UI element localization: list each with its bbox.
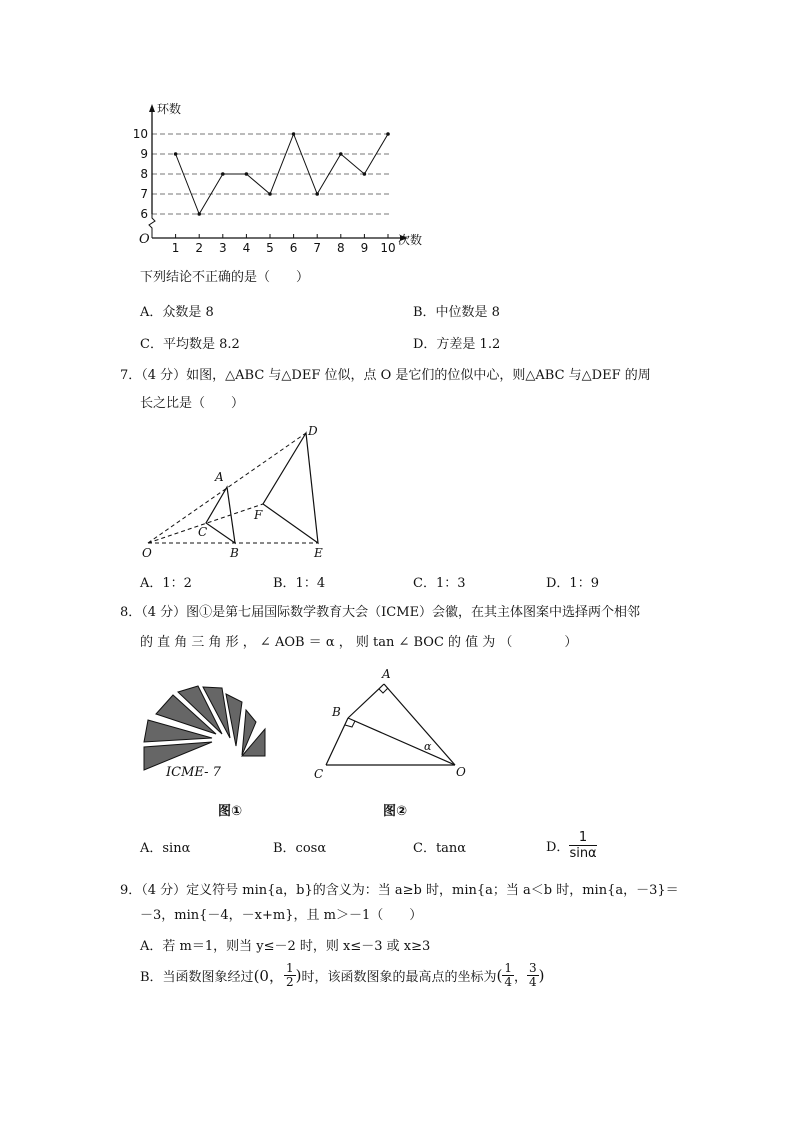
q8-option-d-prefix: D． bbox=[546, 840, 570, 855]
x-axis-label: 次数 bbox=[398, 233, 423, 247]
q9-option-b-mid: 时，该函数图象的最高点的坐标为 bbox=[301, 970, 497, 985]
chart-ticks bbox=[133, 127, 396, 255]
label-b: B bbox=[230, 546, 239, 560]
q6-option-b[interactable]: B．中位数是 8 bbox=[413, 305, 500, 320]
x-tick-label: 1 bbox=[171, 241, 180, 255]
q6-option-d[interactable]: D．方差是 1.2 bbox=[413, 337, 501, 352]
x-tick-label: 3 bbox=[218, 241, 227, 255]
data-point bbox=[315, 192, 319, 196]
fig2-caption: 图② bbox=[383, 804, 408, 819]
q9-point-close: ) bbox=[295, 966, 302, 985]
right-angle-a bbox=[379, 688, 388, 693]
y-axis-break bbox=[149, 214, 155, 238]
q9-ans-fraction-1: $\frac{1}{4}$ bbox=[504, 961, 512, 989]
q9-option-b[interactable] bbox=[140, 962, 545, 989]
y-tick-label: 7 bbox=[140, 187, 148, 201]
q9-point-open: (0， bbox=[253, 967, 284, 985]
label-f: F bbox=[254, 508, 263, 522]
q6-prompt: 下列结论不正确的是（ ） bbox=[140, 270, 310, 285]
q9-stem-line2: －3，min{－4，－x+m}，且 m＞－1（ ） bbox=[140, 908, 423, 923]
x-tick-label: 6 bbox=[289, 241, 298, 255]
q6-option-c[interactable]: C．平均数是 8.2 bbox=[140, 337, 240, 352]
label-o: O bbox=[456, 765, 466, 779]
homothety-figure bbox=[138, 420, 348, 565]
data-point bbox=[268, 192, 272, 196]
q6-option-a[interactable]: A．众数是 8 bbox=[140, 305, 214, 320]
data-point bbox=[174, 152, 178, 156]
x-tick-label: 9 bbox=[360, 241, 369, 255]
label-c: C bbox=[198, 525, 208, 539]
chart-grid bbox=[152, 134, 390, 214]
x-tick-label: 10 bbox=[380, 241, 396, 255]
data-point bbox=[221, 172, 225, 176]
label-a: A bbox=[215, 470, 224, 484]
y-axis-arrow bbox=[149, 104, 155, 112]
q9-ans-open: ( bbox=[496, 966, 503, 985]
label-alpha: α bbox=[424, 740, 432, 753]
q8-option-a[interactable]: A．sinα bbox=[140, 841, 191, 856]
data-point bbox=[339, 152, 343, 156]
q7-option-d[interactable]: D．1：9 bbox=[546, 576, 599, 591]
q9-ans-fraction-2: $\frac{3}{4}$ bbox=[529, 961, 537, 989]
q8-option-d-fraction: $\frac{1}{\sin\alpha}$ bbox=[569, 830, 597, 861]
label-c: C bbox=[314, 767, 324, 781]
q9-option-b-prefix: B．当函数图象经过 bbox=[140, 970, 254, 985]
x-tick-label: 5 bbox=[266, 241, 274, 255]
label-b: B bbox=[332, 705, 341, 719]
label-o: O bbox=[142, 546, 152, 560]
q7-option-a[interactable]: A．1：2 bbox=[140, 576, 192, 591]
data-point bbox=[292, 132, 296, 136]
x-tick-label: 4 bbox=[242, 241, 251, 255]
x-tick-label: 7 bbox=[313, 241, 322, 255]
q8-option-d[interactable] bbox=[546, 830, 597, 861]
label-e: E bbox=[314, 546, 323, 560]
x-tick-label: 8 bbox=[336, 241, 345, 255]
fig1-caption: 图① bbox=[218, 804, 243, 819]
logo-text: ICME- 7 bbox=[166, 765, 221, 780]
q7-stem-line1: 7．（4 分）如图，△ABC 与△DEF 位似，点 O 是它们的位似中心，则△ABC 与△DEF 的周 bbox=[120, 368, 651, 383]
icme-logo-figure bbox=[138, 680, 273, 780]
y-tick-label: 9 bbox=[140, 147, 148, 161]
y-tick-label: 10 bbox=[132, 127, 148, 141]
data-point bbox=[363, 172, 367, 176]
q9-option-a[interactable]: A．若 m＝1，则当 y≤－2 时，则 x≤－3 或 x≥3 bbox=[140, 939, 431, 954]
x-tick-label: 2 bbox=[195, 241, 204, 255]
q9-ans-sep: ， bbox=[513, 970, 527, 985]
q9-ans-close: ) bbox=[538, 966, 545, 985]
triangle-abc bbox=[206, 487, 235, 543]
q8-option-b[interactable]: B．cosα bbox=[273, 841, 327, 856]
q8-stem-line1: 8．（4 分）图①是第七届国际数学教育大会（ICME）会徽，在其主体图案中选择两个相邻 bbox=[120, 605, 641, 620]
line-chart bbox=[130, 100, 440, 260]
data-point bbox=[197, 212, 201, 216]
q7-stem-line2: 长之比是（ ） bbox=[140, 396, 245, 411]
q9-stem-line1: 9．（4 分）定义符号 min{a，b}的含义为：当 a≥b 时，min{a；当 a＜b 时，min{a，－3}＝ bbox=[120, 883, 679, 898]
label-d: D bbox=[308, 424, 318, 438]
y-axis-label: 环数 bbox=[157, 102, 182, 116]
q8-option-c[interactable]: C．tanα bbox=[413, 841, 467, 856]
spiral-triangles bbox=[144, 686, 265, 770]
q9-point-fraction: $\frac{1}{2}$ bbox=[285, 961, 294, 989]
data-point bbox=[245, 172, 249, 176]
q7-option-b[interactable]: B．1：4 bbox=[273, 576, 326, 591]
q8-stem-line2: 的 直 角 三 角 形 ， ∠ AOB ＝ α ， 则 tan ∠ BOC 的 值 为 （ ） bbox=[140, 635, 578, 650]
data-point bbox=[386, 132, 390, 136]
triangle-def bbox=[263, 433, 318, 543]
q7-option-c[interactable]: C．1：3 bbox=[413, 576, 466, 591]
y-tick-label: 6 bbox=[140, 207, 148, 221]
origin-label: O bbox=[139, 232, 150, 247]
label-a: A bbox=[382, 667, 391, 681]
triangle-aob-figure bbox=[310, 664, 480, 784]
y-tick-label: 8 bbox=[140, 167, 148, 181]
